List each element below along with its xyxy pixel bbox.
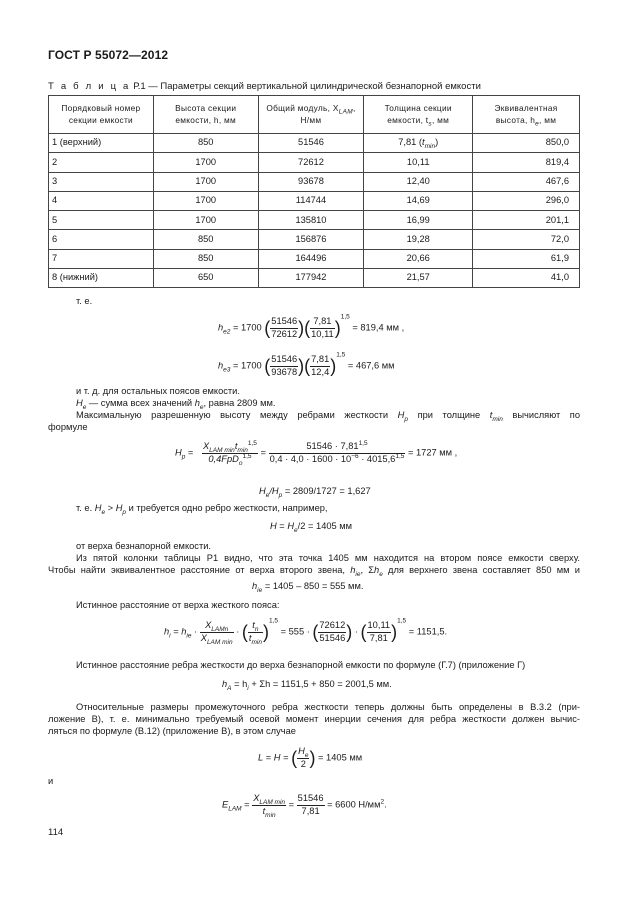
table-row: 4 1700 114744 14,69 296,0	[49, 191, 580, 210]
table-row: 6 850 156876 19,28 72,0	[49, 230, 580, 249]
formula-he2: $h_{e2} = 1700$ ( $\frac{51546}{72612}$ )( $\frac{7,81}{10,11}$ )$^{1,5}$ = 819,4 мм ,	[218, 313, 405, 339]
parameters-table	[48, 95, 580, 288]
paragraph-fifth-column: Из пятой колонки таблицы Р1 видно, что эта точка 1405 мм находится на втором поясе емкости сверху.	[76, 553, 580, 563]
formula-hi: $h_i = h_{ie}$ · $\frac{X_{LAMn}}{X_{LAM min}}$ · ( $\frac{t_n}{t_{min}}$ )$^{1,5}$ = 555 · ( $\frac{72612}{51546}$ ) · ( $\frac{10,11}{7,81}$ )$^{1,5}$ = 1151,5.	[164, 617, 448, 646]
table-row: 7 850 164496 20,66 61,9	[49, 249, 580, 268]
table-row: 1 (верхний) 850 51546 7,81 $(t_{min})$ 850,0	[49, 134, 580, 153]
header-section-height: Высота секции емкости, h, мм	[153, 96, 258, 134]
paragraph-relative-sizes-2: ложение В), т. е. минимально требуемый осевой момент инерции сечения для ребра жесткости должен вычис-	[48, 714, 580, 724]
table-row: 5 1700 135810 16,99 201,1	[49, 211, 580, 230]
table-header-row	[49, 96, 580, 134]
table-caption	[48, 81, 481, 93]
header-section-number: Порядковый номер секции емкости	[49, 96, 154, 134]
table-caption-prefix: Т а б л и ц а	[48, 81, 131, 92]
formula-he3: $h_{e3} = 1700$ ( $\frac{51546}{93678}$ )( $\frac{7,81}{12,4}$ )$^{1,5}$ = 467,6 мм	[218, 351, 395, 377]
formula-ha: $h_A = h_i + \Sigma h = 1151,5 + 850 = 2001,5$ мм.	[222, 679, 392, 692]
table-caption-text: Р.1 — Параметры секций вертикальной цилиндрической безнапорной емкости	[133, 81, 481, 92]
paragraph-relative-sizes-1: Относительные размеры промежуточного ребра жесткости теперь должны быть определены в В.3.2 (при-	[76, 702, 580, 712]
header-section-thickness: Толщина секции емкости, $t_s$, мм	[364, 96, 473, 134]
paragraph-equivalent-distance: Чтобы найти эквивалентное расстояние от верха второго звена, $h_{ie}$, $\Sigma h_e$ для верхнего звена составляет 850 мм и	[48, 565, 580, 578]
table-row: 8 (нижний) 650 177942 21,57 41,0	[49, 269, 580, 288]
paragraph-rib-distance: Истинное расстояние ребра жесткости до верха безнапорной емкости по формуле (Г.7) (приложение Г)	[76, 660, 526, 670]
formula-elam: $E_{LAM}$ = $\frac{X_{LAM min}}{t_{min}}$ = $\frac{51546}{7,81}$ = 6600 $Н/мм^2$.	[222, 793, 387, 819]
paragraph-rib-needed: т. е. $H_e > H_p$ и требуется одно ребро жесткости, например,	[76, 503, 328, 516]
formula-hie: $h_{ie} = 1405 - 850 = 555$ мм.	[252, 581, 364, 594]
formula-h: $H = H_e/2 = 1405$ мм	[270, 521, 353, 534]
table-row: 3 1700 93678 12,40 467,6	[49, 172, 580, 191]
te-label: т. е.	[76, 296, 93, 306]
paragraph-relative-sizes-3: ляться по формуле (В.12) (приложение В), в этом случае	[48, 726, 296, 736]
paragraph-he-sum: $H_e$ — сумма всех значений $h_e$, равна 2809 мм.	[76, 398, 276, 411]
header-total-modulus: Общий модуль, $X_{LAM}$, Н/мм	[258, 96, 364, 134]
paragraph-other-belts: и т. д. для остальных поясов емкости.	[76, 386, 240, 396]
table-row: 2 1700 72612 10,11 819,4	[49, 153, 580, 172]
formula-l: L = H = ( $\frac{H_e}{2}$ ) = 1405 мм	[258, 746, 363, 769]
paragraph-true-distance: Истинное расстояние от верха жесткого пояса:	[76, 600, 280, 610]
page-number: 114	[48, 827, 64, 838]
document-header: ГОСТ Р 55072—2012	[48, 48, 169, 62]
paragraph-from-top: от верха безнапорной емкости.	[76, 541, 211, 551]
paragraph-max-height: Максимальную разрешенную высоту между ребрами жесткости $H_p$ при толщине $t_{min}$ вычисляют по	[76, 410, 580, 423]
formula-ratio: $H_e/H_p = 2809/1727 = 1,627$	[259, 486, 371, 499]
formula-hp: $H_p$ = $\frac{X_{LAM min}t_{min}^{1,5}}{0,4FpD_o^{1,5}}$ = $\frac{51546 \cdot 7,81^{1,5}}{0,4 \cdot 4,0 \cdot 1600 \cdot 10^{-6} \cdot 4015,6^{1,5}}$ = 1727 мм ,	[175, 439, 458, 467]
header-equivalent-height: Эквивалентная высота, $h_e$, мм	[473, 96, 580, 134]
paragraph-formula-word: формуле	[48, 422, 88, 432]
paragraph-and: и	[48, 776, 54, 786]
